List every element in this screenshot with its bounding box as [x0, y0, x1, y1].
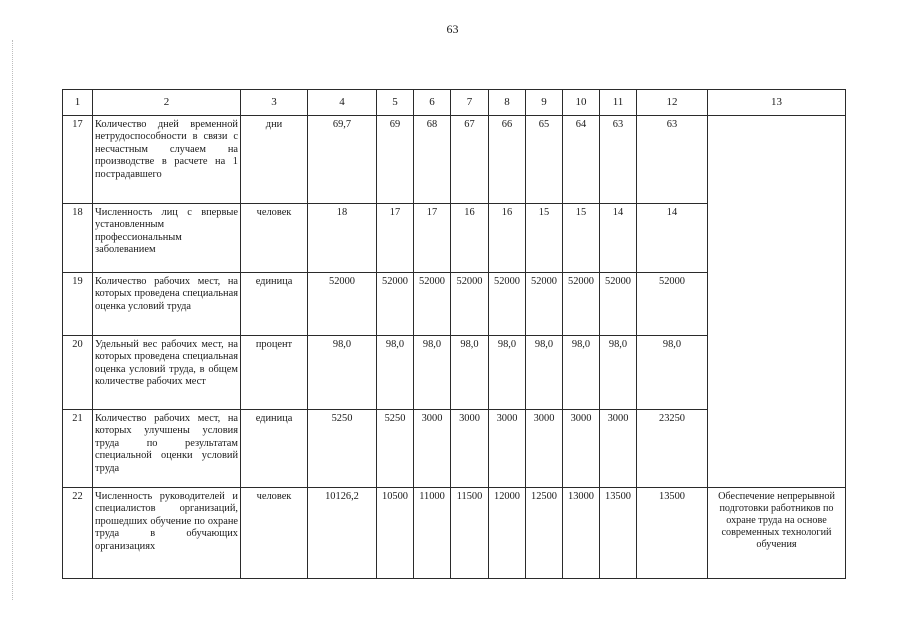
value-cell: 13000 [563, 488, 600, 579]
indicators-table [62, 89, 846, 579]
value-cell: 12000 [489, 488, 526, 579]
header-cell: 3 [241, 90, 308, 116]
header-cell: 7 [451, 90, 489, 116]
value-cell: 14 [637, 204, 708, 273]
value-cell: 3000 [414, 410, 451, 488]
indicator-name: Количество дней временной нетрудоспособности в связи с несчастным случаем на производстве в расчете на 1 пострадавшего [93, 116, 241, 204]
value-cell: 16 [489, 204, 526, 273]
indicator-name: Удельный вес рабочих мест, на которых проведена специальная оценка условий труда, в общем количестве рабочих мест [93, 336, 241, 410]
row-number: 19 [63, 273, 93, 336]
indicator-name: Численность руководителей и специалистов организаций, прошедших обучение по охране труда в обучающих организациях [93, 488, 241, 579]
value-cell: 98,0 [377, 336, 414, 410]
value-cell: 15 [563, 204, 600, 273]
value-cell: 52000 [563, 273, 600, 336]
value-cell: 98,0 [526, 336, 563, 410]
value-cell: 98,0 [600, 336, 637, 410]
value-cell: 17 [377, 204, 414, 273]
row-number: 18 [63, 204, 93, 273]
value-cell: 52000 [414, 273, 451, 336]
table-row [63, 488, 846, 579]
value-cell: 3000 [526, 410, 563, 488]
value-cell: 5250 [308, 410, 377, 488]
header-cell: 5 [377, 90, 414, 116]
unit-cell: единица [241, 273, 308, 336]
value-cell: 64 [563, 116, 600, 204]
value-cell: 18 [308, 204, 377, 273]
unit-cell: дни [241, 116, 308, 204]
value-cell: 13500 [600, 488, 637, 579]
value-cell: 10500 [377, 488, 414, 579]
unit-cell: процент [241, 336, 308, 410]
header-cell: 10 [563, 90, 600, 116]
value-cell: 98,0 [414, 336, 451, 410]
value-cell: 63 [600, 116, 637, 204]
header-cell: 1 [63, 90, 93, 116]
value-cell: 17 [414, 204, 451, 273]
value-cell: 98,0 [637, 336, 708, 410]
value-cell: 98,0 [308, 336, 377, 410]
page-number: 63 [446, 22, 459, 36]
value-cell: 14 [600, 204, 637, 273]
row-number: 21 [63, 410, 93, 488]
value-cell: 69 [377, 116, 414, 204]
value-cell: 3000 [451, 410, 489, 488]
value-cell: 10126,2 [308, 488, 377, 579]
notes-cell-empty [708, 116, 846, 488]
value-cell: 52000 [600, 273, 637, 336]
value-cell: 11500 [451, 488, 489, 579]
value-cell: 13500 [637, 488, 708, 579]
table-row [63, 116, 846, 204]
header-cell: 6 [414, 90, 451, 116]
indicator-name: Количество рабочих мест, на которых проведена специальная оценка условий труда [93, 273, 241, 336]
value-cell: 98,0 [489, 336, 526, 410]
unit-cell: человек [241, 488, 308, 579]
unit-cell: единица [241, 410, 308, 488]
row-number: 22 [63, 488, 93, 579]
value-cell: 3000 [563, 410, 600, 488]
header-cell: 2 [93, 90, 241, 116]
indicator-name: Количество рабочих мест, на которых улучшены условия труда по результатам специальной оценки условий труда [93, 410, 241, 488]
header-cell: 4 [308, 90, 377, 116]
value-cell: 16 [451, 204, 489, 273]
value-cell: 98,0 [451, 336, 489, 410]
value-cell: 52000 [308, 273, 377, 336]
value-cell: 52000 [451, 273, 489, 336]
value-cell: 12500 [526, 488, 563, 579]
unit-cell: человек [241, 204, 308, 273]
value-cell: 63 [637, 116, 708, 204]
value-cell: 23250 [637, 410, 708, 488]
header-cell: 12 [637, 90, 708, 116]
value-cell: 52000 [489, 273, 526, 336]
header-cell: 11 [600, 90, 637, 116]
value-cell: 69,7 [308, 116, 377, 204]
value-cell: 65 [526, 116, 563, 204]
value-cell: 11000 [414, 488, 451, 579]
header-cell: 13 [708, 90, 846, 116]
header-cell: 8 [489, 90, 526, 116]
value-cell: 15 [526, 204, 563, 273]
header-cell: 9 [526, 90, 563, 116]
indicator-name: Численность лиц с впервые установленным профессиональным заболеванием [93, 204, 241, 273]
value-cell: 52000 [637, 273, 708, 336]
table-header-row [63, 90, 846, 116]
row-number: 20 [63, 336, 93, 410]
value-cell: 52000 [526, 273, 563, 336]
value-cell: 52000 [377, 273, 414, 336]
value-cell: 3000 [600, 410, 637, 488]
value-cell: 3000 [489, 410, 526, 488]
value-cell: 66 [489, 116, 526, 204]
row-number: 17 [63, 116, 93, 204]
binding-margin-mark [12, 40, 14, 600]
value-cell: 98,0 [563, 336, 600, 410]
notes-cell: Обеспечение непрерывной подготовки работников по охране труда на основе современных технологий обучения [708, 488, 846, 579]
value-cell: 5250 [377, 410, 414, 488]
value-cell: 67 [451, 116, 489, 204]
value-cell: 68 [414, 116, 451, 204]
